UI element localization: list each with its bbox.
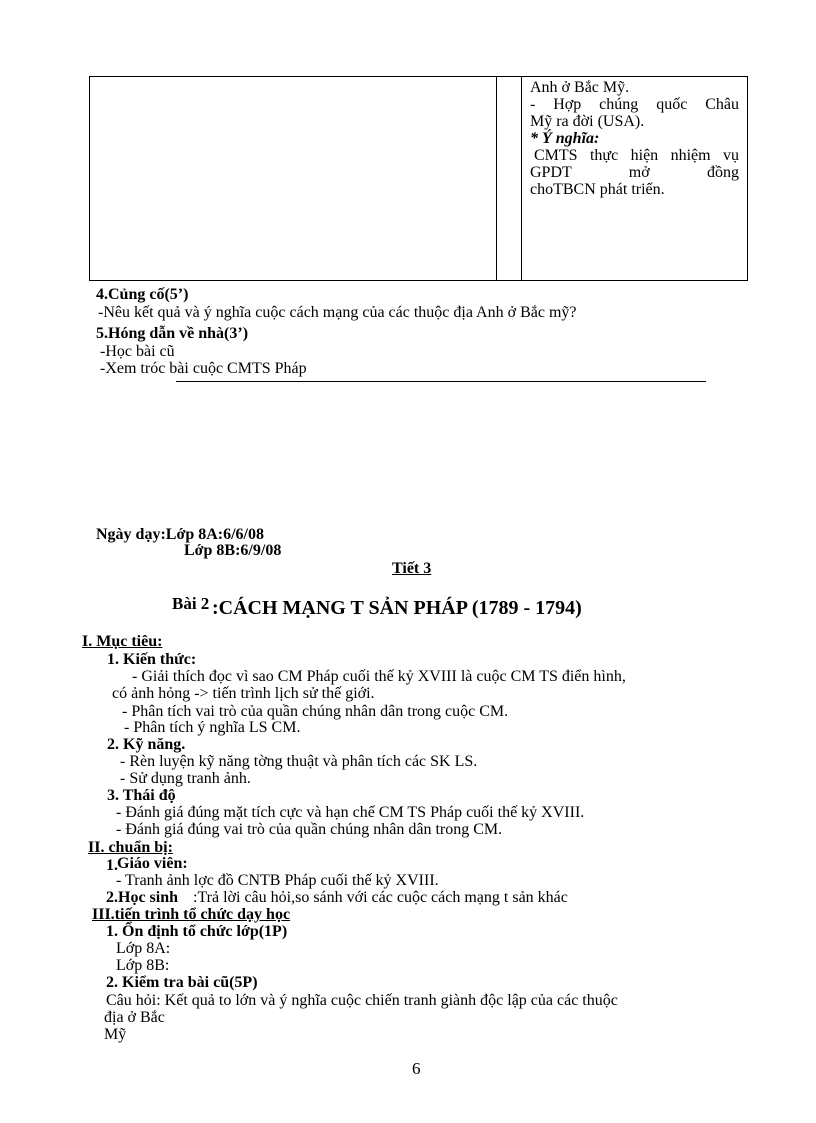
table-line-meaning: * Ý nghĩa: — [530, 130, 600, 147]
skills-item-2: - Sử dụng tranh ảnh. — [120, 770, 251, 787]
review-question-c: Mỹ — [104, 1026, 127, 1043]
homework-item-1: -Học bài cũ — [100, 343, 175, 360]
review-heading: 4.Củng cố(5’) — [96, 286, 189, 303]
knowledge-item-2: - Phân tích vai trò của quần chúng nhân dân trong cuộc CM. — [122, 703, 509, 720]
knowledge-heading: 1. Kiến thức: — [107, 651, 197, 668]
objectives-heading: I. Mục tiêu: — [82, 633, 163, 650]
skills-item-1: - Rèn luyện kỹ năng tờng thuật và phân tích các SK LS. — [120, 753, 478, 770]
class-a: Lớp 8A: — [116, 940, 171, 957]
homework-item-2: -Xem tróc bài cuộc CMTS Pháp — [100, 360, 307, 377]
student-item: :Trả lời câu hỏi,so sánh với các cuộc cách mạng t sản khác — [193, 889, 568, 906]
lesson-bai-label: Bài 2 — [172, 594, 210, 613]
knowledge-item-3: - Phân tích ý nghĩa LS CM. — [124, 719, 301, 736]
teacher-number: 1. — [106, 857, 118, 874]
table-line-2: - Hợp chúng quốc Châu — [530, 96, 739, 113]
class-b: Lớp 8B: — [116, 957, 170, 974]
content-table — [89, 76, 748, 281]
lesson-title: :CÁCH MẠNG T SẢN PHÁP (1789 - 1794) — [212, 597, 582, 619]
review-question-a: Câu hỏi: Kết quả to lớn và ý nghĩa cuộc chiến tranh giành độc lập của các thuộc — [106, 992, 618, 1009]
lesson-date: Ngày dạy:Lớp 8A:6/6/08 — [96, 526, 264, 543]
process-step-1: 1. Ổn định tổ chức lớp(1P) — [106, 923, 288, 940]
table-line-6: GPDT mở đồng — [530, 164, 739, 181]
table-line-5: CMTS thực hiện nhiệm vụ — [534, 147, 739, 164]
teacher-heading: Giáo viên: — [117, 855, 188, 872]
attitude-item-2: - Đánh giá đúng vai trò của quần chúng nhân dân trong CM. — [116, 821, 503, 838]
table-cell-empty — [90, 77, 497, 281]
skills-heading: 2. Kỹ năng. — [107, 736, 186, 753]
table-line-3: Mỹ ra đời (USA). — [530, 113, 645, 130]
lesson-period: Tiết 3 — [392, 560, 432, 577]
review-question: -Nêu kết quả và ý nghĩa cuộc cách mạng của các thuộc địa Anh ở Bắc mỹ? — [98, 304, 577, 321]
knowledge-item-1a: - Giải thích đọc vì sao CM Pháp cuối thế kỷ XVIII là cuộc CM TS điển hình, — [132, 668, 626, 685]
attitude-heading: 3. Thái độ — [107, 787, 176, 804]
page-number: 6 — [412, 1059, 421, 1078]
table-cell-content — [522, 77, 748, 281]
attitude-item-1: - Đánh giá đúng mặt tích cực và hạn chế CM TS Pháp cuối thế kỷ XVIII. — [116, 804, 585, 821]
lesson-date-2: Lớp 8B:6/9/08 — [184, 542, 282, 559]
process-heading: III.tiến trình tổ chức dạy học — [92, 906, 291, 923]
separator-line — [176, 381, 706, 382]
process-step-2: 2. Kiểm tra bài cũ(5P) — [106, 974, 258, 991]
knowledge-item-1b: có ảnh hỏng -> tiến trình lịch sử thế giới. — [112, 685, 375, 702]
review-question-b: địa ở Bắc — [104, 1009, 165, 1026]
table-cell-narrow — [497, 77, 522, 281]
preparation-heading: II. chuẩn bị: — [88, 839, 173, 856]
homework-heading: 5.Hóng dẫn về nhà(3’) — [96, 325, 249, 342]
student-heading: 2.Học sinh — [106, 889, 179, 906]
teacher-item: - Tranh ảnh lợc đồ CNTB Pháp cuối thế kỷ XVIII. — [116, 872, 439, 889]
table-line-1: Anh ở Bắc Mỹ. — [530, 79, 630, 96]
table-line-7: choTBCN phát triển. — [530, 181, 665, 198]
